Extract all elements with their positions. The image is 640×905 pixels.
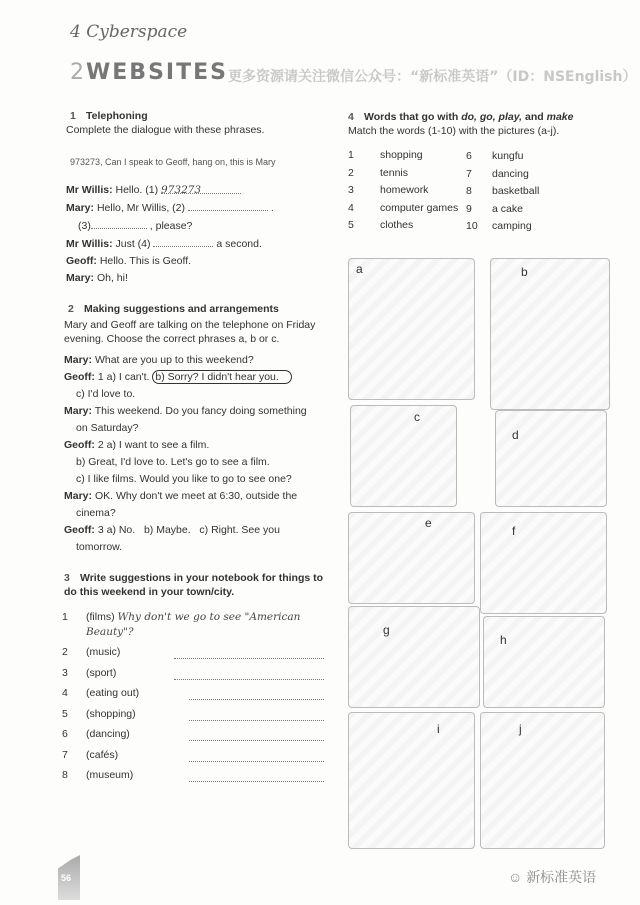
answer-field[interactable]	[189, 770, 324, 782]
picture-label: j	[519, 722, 522, 736]
picture-label: b	[521, 265, 528, 279]
picture-c	[350, 405, 457, 507]
picture-b	[490, 258, 610, 410]
picture-label: f	[512, 524, 516, 538]
option[interactable]: c) I'd love to.	[76, 388, 136, 400]
picture-label: e	[425, 516, 432, 530]
wechat-logo: ☺ 新标准英语	[508, 869, 597, 885]
suggestion-item: 4 (eating out)	[62, 683, 324, 704]
answer-field[interactable]	[188, 199, 268, 211]
picture-label: h	[500, 633, 507, 647]
lesson-title: 2WEBSITES	[70, 60, 228, 85]
picture-d	[495, 410, 607, 507]
option[interactable]: c) I like films. Would you like to go to see one?	[76, 473, 292, 485]
word-item: 6 kungfu	[466, 150, 524, 162]
word-item: 3 homework	[348, 184, 429, 196]
picture-j	[480, 712, 605, 849]
wechat-icon: ☺	[508, 869, 527, 885]
option[interactable]: 2 a) I want to see a film.	[97, 439, 210, 451]
answer-field[interactable]	[174, 647, 324, 659]
word-item: 10 camping	[466, 220, 532, 232]
ex1-heading: 1 Telephoning	[70, 110, 148, 122]
word-item: 1 shopping	[348, 149, 423, 161]
picture-label: i	[437, 722, 440, 736]
picture-e	[348, 512, 475, 604]
word-item: 2 tennis	[348, 166, 409, 179]
picture-a	[348, 258, 475, 400]
answer-field[interactable]: 973273	[161, 182, 241, 194]
ex4-instruction: Match the words (1-10) with the pictures (a-j).	[348, 125, 560, 137]
option[interactable]: b) Great, I'd love to. Let's go to see a film.	[76, 456, 270, 468]
answer-field[interactable]	[189, 729, 324, 741]
ex2-heading: 2 Making suggestions and arrangements	[68, 303, 279, 315]
picture-label: d	[512, 428, 519, 442]
ex4-words-col2	[466, 148, 539, 236]
answer-field[interactable]	[153, 235, 213, 247]
word-item: 7 dancing	[466, 167, 529, 180]
ex2-instruction: Mary and Geoff are talking on the telephone on Friday evening. Choose the correct phrases a, b or c.	[64, 319, 316, 345]
word-item: 4 computer games	[348, 201, 459, 214]
picture-h	[483, 616, 605, 708]
picture-label: g	[383, 623, 390, 637]
suggestion-item: 6 (dancing)	[62, 724, 324, 745]
ex1-instruction: Complete the dialogue with these phrases.	[66, 124, 265, 136]
answer-field[interactable]	[189, 688, 324, 700]
word-item: 9 a cake	[466, 202, 523, 215]
ex2-dialogue: Mary: What are you up to this weekend? Geoff: 1 a) I can't. b) Sorry? I didn't hear you. c) I'd love to. Mary: This weekend. Do you fancy doing something on Saturday? Geoff: 2 a) I want to see a film. b) Great, I'd love to. Let's go to see a film. c) I like films. Would you like to go to see one? Mary: OK. Why don't we meet at 6:30, outside the cinema? Geoff: 3 a) No. b) Maybe. c) Right. See you tomorrow.	[64, 354, 307, 553]
ex4-heading: 4 Words that go with do, go, play, and make	[348, 111, 574, 123]
unit-title: 4 Cyberspace	[70, 22, 188, 42]
picture-label: a	[356, 262, 363, 276]
answer-field[interactable]	[174, 668, 324, 680]
picture-g	[348, 606, 480, 708]
circled-answer[interactable]: b) Sorry? I didn't hear you.	[152, 370, 291, 384]
suggestion-item: 2 (music)	[62, 642, 324, 663]
word-item: 5 clothes	[348, 219, 414, 231]
suggestion-item: 5 (shopping)	[62, 704, 324, 725]
answer-field[interactable]	[91, 217, 147, 229]
suggestion-item: 8 (museum)	[62, 765, 324, 786]
answer-field[interactable]	[189, 709, 324, 721]
ex3-heading: 3 Write suggestions in your notebook for things to do this weekend in your town/city.	[64, 572, 324, 598]
picture-label: c	[414, 410, 420, 424]
ex1-phrases: 973273, Can I speak to Geoff, hang on, this is Mary	[70, 157, 276, 167]
answer-field[interactable]	[189, 750, 324, 762]
ex1-dialogue: Mr Willis: Hello. (1) 973273 Mary: Hello, Mr Willis, (2) . (3) , please? Mr Willis: Just (4) a second. Geoff: Hello. This is Geoff. Mary: Oh, hi!	[66, 184, 274, 284]
picture-f	[480, 512, 607, 614]
ex4-words-col1	[348, 147, 458, 235]
page-number: 56	[61, 873, 72, 883]
picture-i	[348, 712, 475, 849]
ex3-list: 1 (films) Why don't we go to see "American Beauty"? 2 (music) 3 (sport) 4 (eating out) 5 (shopping) 6 (dancing) 7 (cafés) 8 (museum)	[62, 607, 324, 786]
suggestion-item: 7 (cafés)	[62, 745, 324, 766]
word-item: 8 basketball	[466, 185, 540, 197]
watermark: 更多资源请关注微信公众号：“新标准英语”（ID：NSEnglish）	[228, 69, 637, 85]
suggestion-item: 3 (sport)	[62, 663, 324, 684]
